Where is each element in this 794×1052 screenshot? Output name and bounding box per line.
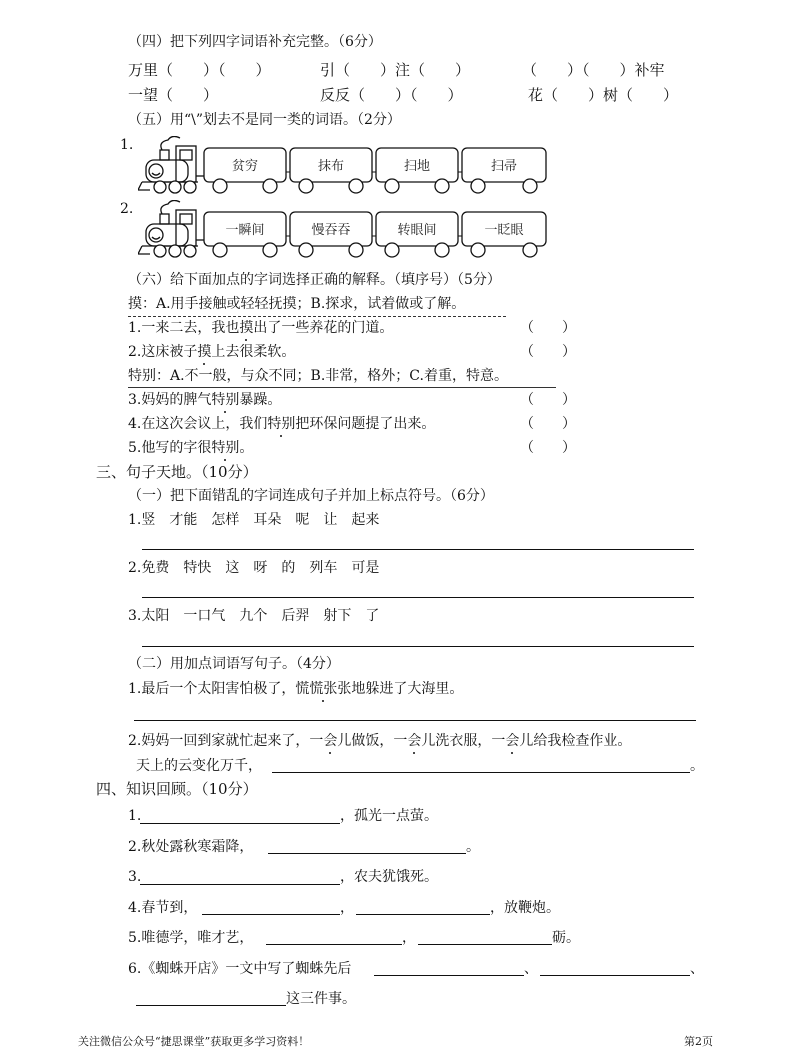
knowledge-2-text: 2.秋处露秋寒霜降， <box>128 839 254 855</box>
answer-line-k6b[interactable] <box>540 975 690 976</box>
answer-paren-1[interactable]: （ ） <box>520 320 576 336</box>
knowledge-4-comma: ， <box>340 900 354 916</box>
scrambled-sentence-2: 2.免费 特快 这 呀 的 列车 可是 <box>128 560 380 576</box>
idiom-1: 万里（ ）（ ） <box>128 61 271 79</box>
car-1 <box>204 212 286 257</box>
footer-note: 关注微信公众号“捷思课堂”获取更多学习资料！ <box>78 1035 310 1048</box>
train-2-cars <box>204 212 546 257</box>
definition-mo: 摸：A.用手接触或轻轻抚摸；B.探求，试着做或了解。 <box>128 296 466 312</box>
write-sentence-2-period: 。 <box>690 758 704 774</box>
idiom-4: 一望（ ） <box>128 86 219 104</box>
idiom-6: 花（ ）树（ ） <box>528 86 679 104</box>
answer-line-k5b[interactable] <box>418 944 552 945</box>
question-4: 4.在这次会议上，我们特别把环保问题提了出来。 <box>128 416 436 432</box>
write-sentence-2: 2.妈妈一回到家就忙起来了，一会儿做饭，一会儿洗衣服，一会儿给我检查作业。 <box>128 733 632 749</box>
answer-line-k2[interactable] <box>268 853 466 854</box>
car-3 <box>376 212 458 257</box>
car-3 <box>376 148 458 193</box>
answer-paren-5[interactable]: （ ） <box>520 440 576 456</box>
knowledge-6-sep-2: 、 <box>690 961 704 977</box>
knowledge-6-sep-1: 、 <box>524 961 538 977</box>
idiom-3: （ ）（ ）补牢 <box>522 61 665 79</box>
svg-text:一瞬间: 一瞬间 <box>225 223 265 238</box>
car-4 <box>462 148 546 193</box>
section-5-title: （五）用“\”划去不是同一类的词语。（2分） <box>128 112 401 128</box>
answer-line-s3[interactable] <box>142 646 694 647</box>
knowledge-4-text: 4.春节到， <box>128 900 198 916</box>
answer-line-k5a[interactable] <box>266 944 402 945</box>
answer-paren-2[interactable]: （ ） <box>520 344 576 360</box>
svg-text:一眨眼: 一眨眼 <box>484 223 524 238</box>
train-1 <box>138 136 558 198</box>
answer-line-w2[interactable] <box>272 772 690 773</box>
idiom-5: 反反（ ）（ ） <box>320 86 463 104</box>
write-sentence-1: 1.最后一个太阳害怕极了，慌慌张张地躲进了大海里。 <box>128 681 464 697</box>
svg-text:扫帚: 扫帚 <box>490 159 518 174</box>
knowledge-3-number: 3. <box>128 869 142 885</box>
answer-line-k1[interactable] <box>140 823 340 824</box>
definition-tebie-underline <box>128 387 556 388</box>
part-3-title: 三、句子天地。（10分） <box>96 463 258 481</box>
car-4 <box>462 212 546 257</box>
knowledge-3-text: ，农夫犹饿死。 <box>340 869 438 885</box>
knowledge-1-text: ，孤光一点萤。 <box>340 808 438 824</box>
car-2 <box>290 148 372 193</box>
definition-tebie: 特别：A.不一般，与众不同；B.非常，格外；C.着重，特意。 <box>128 368 508 384</box>
answer-line-k4b[interactable] <box>356 914 490 915</box>
section-6-title: （六）给下面加点的字词选择正确的解释。（填序号）（5分） <box>128 272 501 288</box>
question-3: 3.妈妈的脾气特别暴躁。 <box>128 392 282 408</box>
answer-line-k6a[interactable] <box>374 975 524 976</box>
question-2: 2.这床被子摸上去很柔软。 <box>128 344 296 360</box>
knowledge-2-period: 。 <box>466 839 480 855</box>
idiom-2: 引（ ）注（ ） <box>320 61 471 79</box>
train-1-cars <box>204 148 546 193</box>
part-3-sub2-title: （二）用加点词语写句子。（4分） <box>128 656 340 672</box>
locomotive-icon <box>138 136 204 193</box>
svg-text:扫地: 扫地 <box>403 159 431 174</box>
answer-line-s1[interactable] <box>142 549 694 550</box>
section-4-title: （四）把下列四字词语补充完整。（6分） <box>128 34 382 50</box>
definition-mo-underline <box>128 316 506 317</box>
answer-line-k3[interactable] <box>140 884 340 885</box>
answer-paren-4[interactable]: （ ） <box>520 416 576 432</box>
svg-text:转眼间: 转眼间 <box>397 223 437 238</box>
question-1: 1.一来二去，我也摸出了一些养花的门道。 <box>128 320 394 336</box>
knowledge-4-end: ，放鞭炮。 <box>490 900 560 916</box>
answer-line-k6c[interactable] <box>136 1005 286 1006</box>
car-2 <box>290 212 372 257</box>
svg-text:抹布: 抹布 <box>317 159 345 174</box>
scrambled-sentence-3: 3.太阳 一口气 九个 后羿 射下 了 <box>128 608 380 624</box>
locomotive-icon <box>138 200 204 257</box>
answer-line-s2[interactable] <box>142 597 694 598</box>
question-5: 5.他写的字很特别。 <box>128 440 254 456</box>
answer-line-k4a[interactable] <box>202 914 340 915</box>
knowledge-6-text: 6.《蜘蛛开店》一文中写了蜘蛛先后 <box>128 961 352 977</box>
scrambled-sentence-1: 1.竖 才能 怎样 耳朵 呢 让 起来 <box>128 512 380 528</box>
page-number: 第2页 <box>684 1035 713 1048</box>
car-1 <box>204 148 286 193</box>
knowledge-5-end: 砺。 <box>552 930 580 946</box>
svg-text:慢吞吞: 慢吞吞 <box>311 223 351 238</box>
part-4-title: 四、知识回顾。（10分） <box>96 780 258 798</box>
answer-paren-3[interactable]: （ ） <box>520 392 576 408</box>
part-3-sub1-title: （一）把下面错乱的字词连成句子并加上标点符号。（6分） <box>128 488 494 504</box>
knowledge-6-end: 这三件事。 <box>286 991 356 1007</box>
train-1-number: 1. <box>120 137 134 153</box>
train-2-number: 2. <box>120 201 134 217</box>
svg-text:贫穷: 贫穷 <box>231 159 259 174</box>
knowledge-1-number: 1. <box>128 808 142 824</box>
knowledge-5-text: 5.唯德学，唯才艺， <box>128 930 254 946</box>
write-sentence-2-prompt: 天上的云变化万千， <box>136 758 262 774</box>
train-2 <box>138 200 558 262</box>
knowledge-5-comma: ， <box>402 930 416 946</box>
answer-line-w1[interactable] <box>134 720 696 721</box>
